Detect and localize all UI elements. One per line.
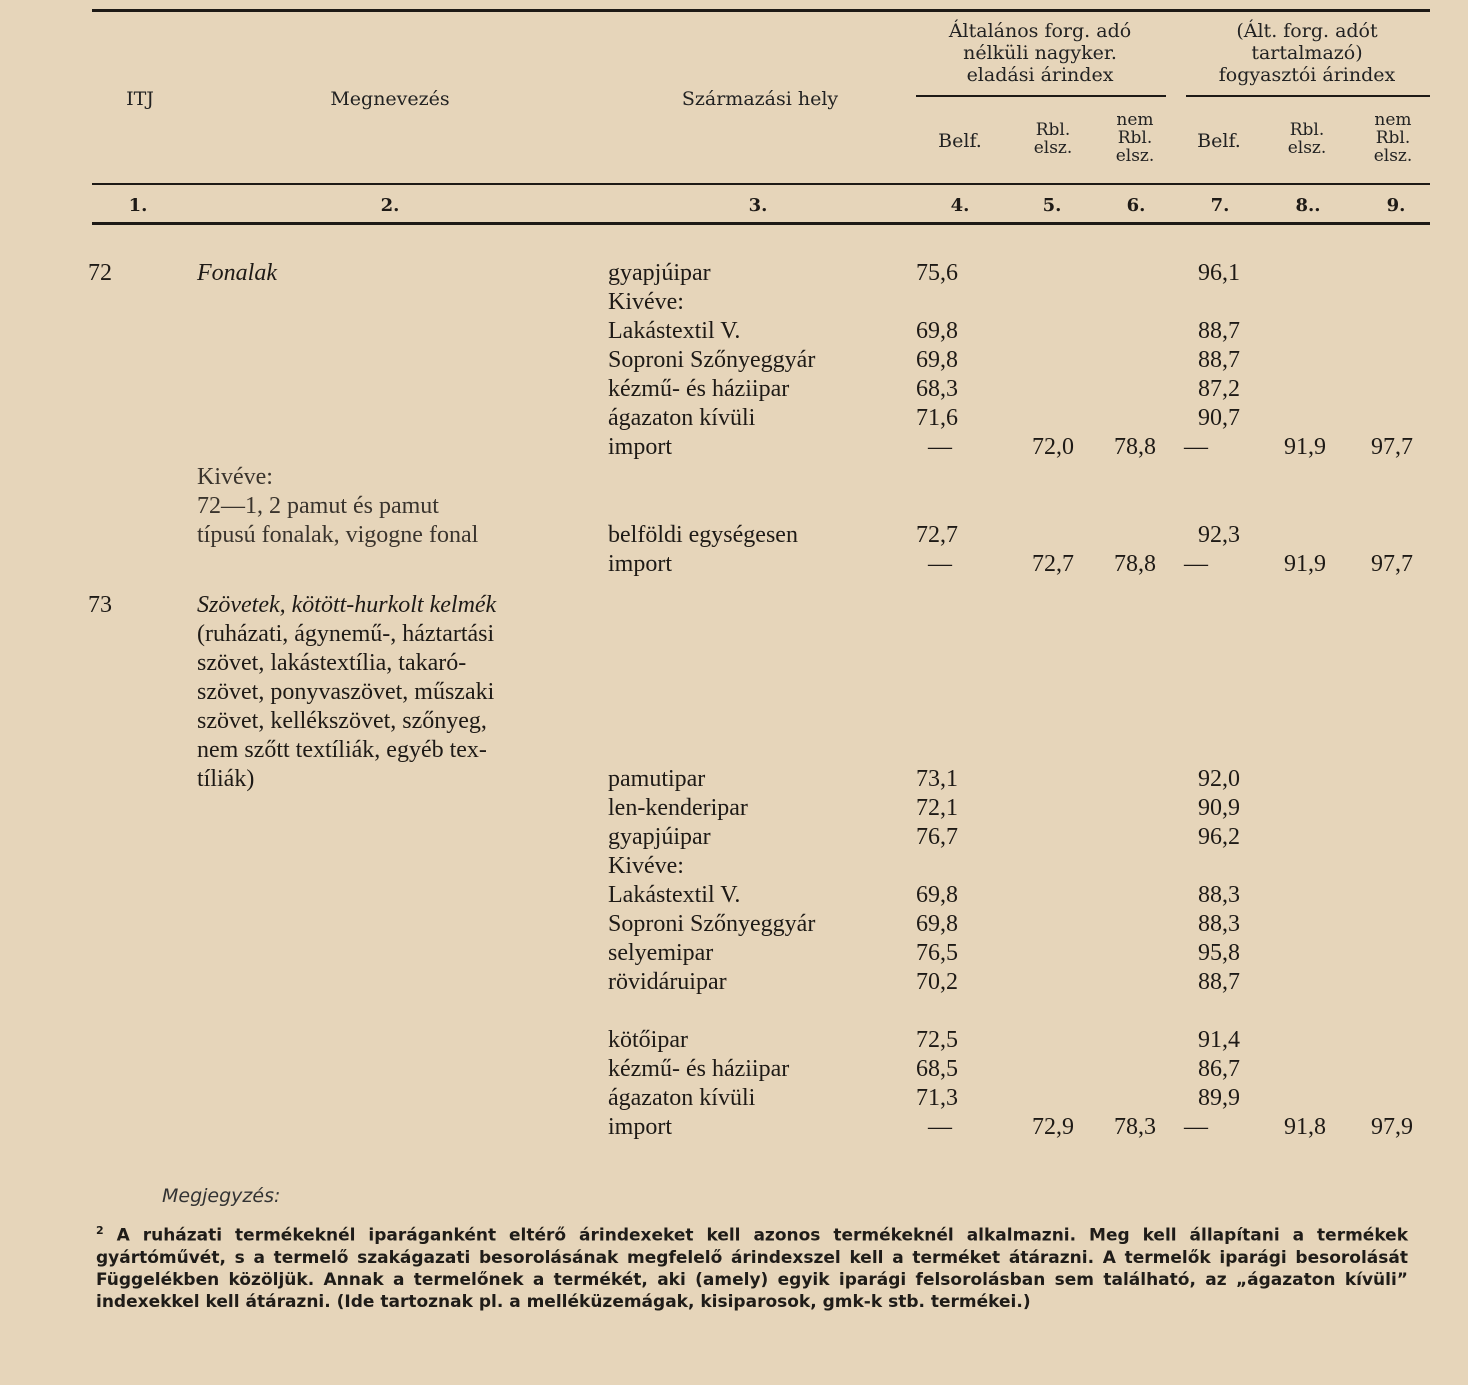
- value-cell-c7: 92,0: [1198, 766, 1240, 792]
- item-description-line: szövet, lakástextília, takaró-: [197, 650, 467, 676]
- source-cell: import: [608, 434, 672, 460]
- col-numbers-rule: [92, 222, 1430, 225]
- value-cell-c4: 68,3: [916, 376, 958, 402]
- source-cell: rövidáruipar: [608, 969, 727, 995]
- value-cell-c7: 92,3: [1198, 522, 1240, 548]
- col-header-source: Származási hely: [681, 88, 839, 110]
- value-cell-c9: 97,7: [1371, 551, 1413, 577]
- source-cell: Soproni Szőnyeggyár: [608, 347, 816, 373]
- value-cell-c4: 69,8: [916, 347, 958, 373]
- top-rule: [92, 9, 1430, 12]
- exception-line: 72—1, 2 pamut és pamut: [197, 493, 439, 519]
- subheader-belf-2: Belf.: [1197, 130, 1241, 152]
- source-cell: Lakástextil V.: [608, 882, 741, 908]
- item-name: Szövetek, kötött-hurkolt kelmék: [197, 592, 497, 618]
- col-header-itj: ITJ: [126, 88, 154, 110]
- subheader-rbl-1: Rbl. elsz.: [1033, 120, 1073, 158]
- value-cell-c6: 78,8: [1114, 551, 1156, 577]
- header-bottom-rule: [92, 183, 1430, 185]
- value-cell-c4: —: [928, 434, 952, 460]
- value-cell-c8: 91,9: [1284, 551, 1326, 577]
- value-cell-c7: 86,7: [1198, 1056, 1240, 1082]
- exception-label: Kivéve:: [197, 464, 273, 490]
- col-number-4: 4.: [950, 195, 970, 216]
- note-body: A ruházati termékeknél iparáganként eltérő árindexeket kell azonos termékeknél alkalmazni. Meg kell állapítani a termékek gyártóművét, s a termelő szakágazati besorolásának megfelelő árindexszel kell a terméket átárazni. A termelők iparági besorolását Függelékben közöljük. Annak a termelőnek a termékét, aki (amely) egyik iparági felsorolásban sem található, az „ágazaton kívüli” indexekkel kell átárazni. (Ide tartoznak pl. a melléküzemágak, kisiparosok, gmk-k stb. termékei.): [96, 1225, 1409, 1312]
- value-cell-c4: 72,5: [916, 1027, 958, 1053]
- note-text: [96, 1220, 1408, 1313]
- source-cell: kézmű- és háziipar: [608, 1056, 790, 1082]
- value-cell-c4: 76,5: [916, 940, 958, 966]
- value-cell-c4: 73,1: [916, 766, 958, 792]
- item-description-line: tíliák): [197, 766, 255, 792]
- source-cell: ágazaton kívüli: [608, 1085, 756, 1111]
- source-cell: import: [608, 551, 672, 577]
- subheader-rbl-2: Rbl. elsz.: [1287, 120, 1327, 158]
- item-description-line: szövet, ponyvaszövet, műszaki: [197, 679, 495, 705]
- group1-underline: [916, 95, 1166, 97]
- col-number-8: 8..: [1295, 195, 1321, 216]
- value-cell-c4: 69,8: [916, 882, 958, 908]
- value-cell-c4: 69,8: [916, 911, 958, 937]
- value-cell-c8: 91,9: [1284, 434, 1326, 460]
- source-cell: gyapjúipar: [608, 824, 711, 850]
- value-cell-c4: 76,7: [916, 824, 958, 850]
- col-number-1: 1.: [128, 195, 148, 216]
- value-cell-c4: —: [928, 551, 952, 577]
- source-cell: kötőipar: [608, 1027, 688, 1053]
- value-cell-c4: 72,1: [916, 795, 958, 821]
- value-cell-c4: 71,6: [916, 405, 958, 431]
- value-cell-c7: —: [1184, 434, 1208, 460]
- value-cell-c7: 89,9: [1198, 1085, 1240, 1111]
- value-cell-c4: 68,5: [916, 1056, 958, 1082]
- value-cell-c7: —: [1184, 551, 1208, 577]
- source-cell: pamutipar: [608, 766, 706, 792]
- value-cell-c5: 72,7: [1032, 551, 1074, 577]
- source-cell: import: [608, 1114, 672, 1140]
- value-cell-c4: —: [928, 1114, 952, 1140]
- value-cell-c7: 95,8: [1198, 940, 1240, 966]
- col-number-5: 5.: [1042, 195, 1062, 216]
- footnote-marker: 2: [96, 1224, 104, 1237]
- note-title: Megjegyzés:: [162, 1185, 281, 1207]
- col-number-9: 9.: [1386, 195, 1406, 216]
- value-cell-c9: 97,9: [1371, 1114, 1413, 1140]
- value-cell-c7: 96,2: [1198, 824, 1240, 850]
- source-cell: gyapjúipar: [608, 260, 711, 286]
- col-number-2: 2.: [380, 195, 400, 216]
- group1-header: Általános forg. adó nélküli nagyker. eladási árindex: [948, 20, 1132, 86]
- itj-code: 73: [88, 592, 112, 618]
- source-cell: Soproni Szőnyeggyár: [608, 911, 816, 937]
- value-cell-c4: 75,6: [916, 260, 958, 286]
- value-cell-c7: 88,7: [1198, 318, 1240, 344]
- item-description-line: szövet, kellékszövet, szőnyeg,: [197, 708, 487, 734]
- source-cell: belföldi egységesen: [608, 522, 798, 548]
- subheader-nem-rbl-2: nem Rbl. elsz.: [1373, 110, 1413, 166]
- value-cell-c4: 70,2: [916, 969, 958, 995]
- value-cell-c7: 88,3: [1198, 911, 1240, 937]
- itj-code: 72: [88, 260, 112, 286]
- value-cell-c7: 88,3: [1198, 882, 1240, 908]
- value-cell-c7: 96,1: [1198, 260, 1240, 286]
- item-description-line: (ruházati, ágynemű-, háztartási: [197, 621, 495, 647]
- exception-line: típusú fonalak, vigogne fonal: [197, 522, 479, 548]
- source-cell: selyemipar: [608, 940, 714, 966]
- value-cell-c7: 91,4: [1198, 1027, 1240, 1053]
- col-number-3: 3.: [748, 195, 768, 216]
- value-cell-c7: —: [1184, 1114, 1208, 1140]
- source-cell: Kivéve:: [608, 853, 684, 879]
- group2-header: (Ált. forg. adót tartalmazó) fogyasztói árindex: [1218, 20, 1396, 86]
- source-cell: ágazaton kívüli: [608, 405, 756, 431]
- subheader-nem-rbl-1: nem Rbl. elsz.: [1115, 110, 1155, 166]
- source-cell: Kivéve:: [608, 289, 684, 315]
- col-number-7: 7.: [1210, 195, 1230, 216]
- source-cell: len-kenderipar: [608, 795, 748, 821]
- value-cell-c7: 90,7: [1198, 405, 1240, 431]
- value-cell-c5: 72,9: [1032, 1114, 1074, 1140]
- item-name: Fonalak: [197, 260, 277, 286]
- group2-underline: [1186, 95, 1430, 97]
- value-cell-c7: 88,7: [1198, 347, 1240, 373]
- value-cell-c6: 78,3: [1114, 1114, 1156, 1140]
- subheader-belf-1: Belf.: [938, 130, 982, 152]
- value-cell-c6: 78,8: [1114, 434, 1156, 460]
- value-cell-c7: 87,2: [1198, 376, 1240, 402]
- value-cell-c5: 72,0: [1032, 434, 1074, 460]
- source-cell: kézmű- és háziipar: [608, 376, 790, 402]
- value-cell-c7: 90,9: [1198, 795, 1240, 821]
- col-header-name: Megnevezés: [330, 88, 450, 110]
- value-cell-c4: 69,8: [916, 318, 958, 344]
- col-number-6: 6.: [1126, 195, 1146, 216]
- value-cell-c8: 91,8: [1284, 1114, 1326, 1140]
- value-cell-c4: 72,7: [916, 522, 958, 548]
- value-cell-c7: 88,7: [1198, 969, 1240, 995]
- item-description-line: nem szőtt textíliák, egyéb tex-: [197, 737, 487, 763]
- source-cell: Lakástextil V.: [608, 318, 741, 344]
- value-cell-c9: 97,7: [1371, 434, 1413, 460]
- value-cell-c4: 71,3: [916, 1085, 958, 1111]
